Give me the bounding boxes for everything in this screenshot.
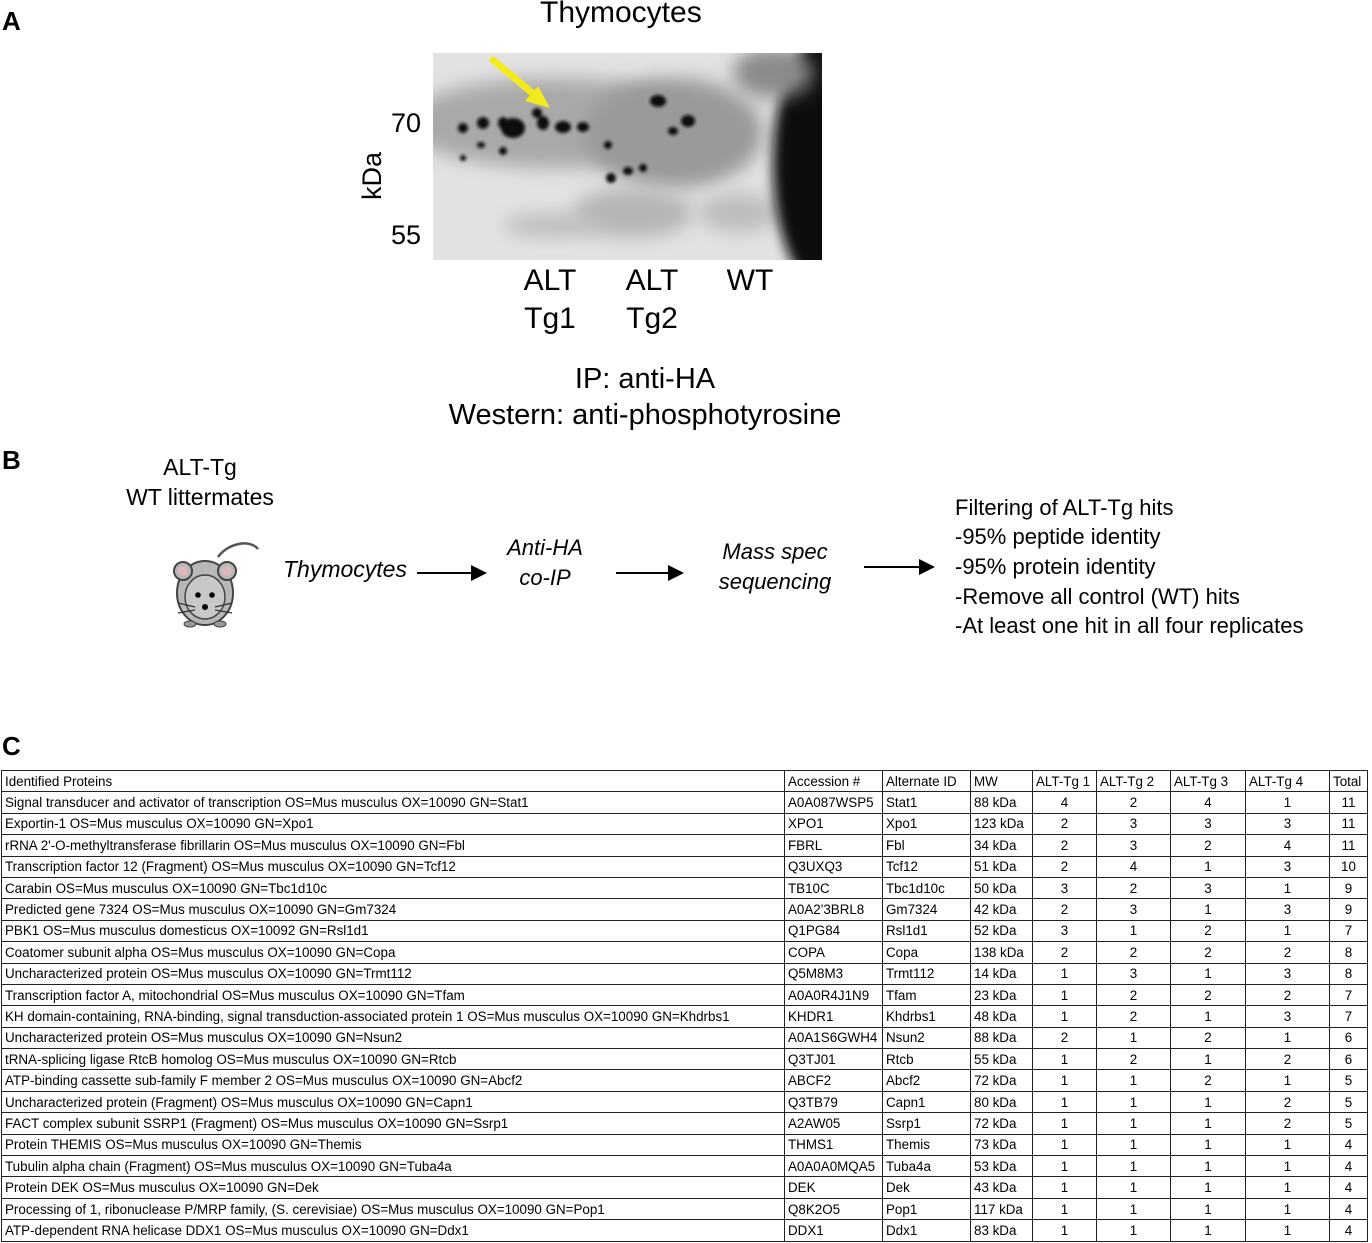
protein-name: FACT complex subunit SSRP1 (Fragment) OS=Mus musculus OX=10090 GN=Ssrp1 — [2, 1113, 785, 1134]
protein-name: ATP-dependent RNA helicase DDX1 OS=Mus musculus OX=10090 GN=Ddx1 — [2, 1220, 785, 1241]
protein-name: Coatomer subunit alpha OS=Mus musculus OX=10090 GN=Copa — [2, 942, 785, 963]
accession: Q3TJ01 — [785, 1049, 883, 1070]
alternate-id: Ssrp1 — [883, 1113, 971, 1134]
alt-tg2-count: 2 — [1097, 1006, 1171, 1027]
alt-tg3-count: 3 — [1171, 813, 1246, 834]
total-count: 4 — [1330, 1198, 1368, 1219]
total-count: 11 — [1330, 792, 1368, 813]
column-header: Accession # — [785, 771, 883, 792]
identified-proteins-table — [1, 770, 1368, 1242]
alternate-id: Khdrbs1 — [883, 1006, 971, 1027]
alt-tg3-count: 1 — [1171, 1134, 1246, 1155]
alt-tg4-count: 2 — [1246, 984, 1330, 1005]
total-count: 7 — [1330, 1006, 1368, 1027]
panel-b-letter: B — [2, 445, 21, 475]
alt-tg1-count: 1 — [1033, 1134, 1097, 1155]
column-header: MW — [971, 771, 1033, 792]
molecular-weight: 52 kDa — [971, 920, 1033, 941]
protein-name: Transcription factor A, mitochondrial OS=Mus musculus OX=10090 GN=Tfam — [2, 984, 785, 1005]
accession: TB10C — [785, 877, 883, 898]
molecular-weight: 117 kDa — [971, 1198, 1033, 1219]
alt-tg2-count: 1 — [1097, 1091, 1171, 1112]
total-count: 11 — [1330, 835, 1368, 856]
table-row — [2, 1070, 1368, 1091]
protein-name: rRNA 2'-O-methyltransferase fibrillarin OS=Mus musculus OX=10090 GN=Fbl — [2, 835, 785, 856]
alt-tg1-count: 1 — [1033, 984, 1097, 1005]
alt-tg2-count: 1 — [1097, 1027, 1171, 1048]
alternate-id: Nsun2 — [883, 1027, 971, 1048]
total-count: 4 — [1330, 1177, 1368, 1198]
lane-label-alt-tg2: ALT Tg2 — [625, 264, 679, 335]
alternate-id: Fbl — [883, 835, 971, 856]
alt-tg1-count: 2 — [1033, 856, 1097, 877]
alt-tg2-count: 3 — [1097, 813, 1171, 834]
alt-tg3-count: 2 — [1171, 942, 1246, 963]
table-row — [2, 984, 1368, 1005]
protein-name: Processing of 1, ribonuclease P/MRP family, (S. cerevisiae) OS=Mus musculus OX=10090 GN=Pop1 — [2, 1198, 785, 1219]
alt-tg4-count: 1 — [1246, 1220, 1330, 1241]
alt-tg1-count: 2 — [1033, 942, 1097, 963]
alternate-id: Stat1 — [883, 792, 971, 813]
step-thymocytes: Thymocytes — [283, 556, 407, 582]
table-row — [2, 1113, 1368, 1134]
molecular-weight: 80 kDa — [971, 1091, 1033, 1112]
filter-criterion: -At least one hit in all four replicates — [955, 613, 1304, 638]
alt-tg1-count: 3 — [1033, 877, 1097, 898]
mouse-icon — [150, 535, 260, 635]
table-row — [2, 1134, 1368, 1155]
alternate-id: Tfam — [883, 984, 971, 1005]
protein-name: ATP-binding cassette sub-family F member 2 OS=Mus musculus OX=10090 GN=Abcf2 — [2, 1070, 785, 1091]
alt-tg1-count: 2 — [1033, 835, 1097, 856]
alt-tg3-count: 1 — [1171, 1177, 1246, 1198]
protein-name: Carabin OS=Mus musculus OX=10090 GN=Tbc1d10c — [2, 877, 785, 898]
accession: A0A1S6GWH4 — [785, 1027, 883, 1048]
western-caption: Western: anti-phosphotyrosine — [448, 399, 842, 431]
alt-tg2-count: 3 — [1097, 835, 1171, 856]
table-row — [2, 813, 1368, 834]
protein-name: Uncharacterized protein OS=Mus musculus OX=10090 GN=Trmt112 — [2, 963, 785, 984]
alternate-id: Tbc1d10c — [883, 877, 971, 898]
total-count: 7 — [1330, 920, 1368, 941]
alt-tg1-count: 1 — [1033, 1049, 1097, 1070]
molecular-weight: 83 kDa — [971, 1220, 1033, 1241]
alt-tg3-count: 4 — [1171, 792, 1246, 813]
total-count: 5 — [1330, 1113, 1368, 1134]
total-count: 4 — [1330, 1220, 1368, 1241]
alt-tg4-count: 1 — [1246, 1198, 1330, 1219]
column-header: ALT-Tg 3 — [1171, 771, 1246, 792]
molecular-weight: 138 kDa — [971, 942, 1033, 963]
molecular-weight: 123 kDa — [971, 813, 1033, 834]
alt-tg1-count: 1 — [1033, 1156, 1097, 1177]
table-row — [2, 1177, 1368, 1198]
ip-caption: IP: anti-HA — [574, 363, 716, 395]
alt-tg2-count: 1 — [1097, 920, 1171, 941]
table-row — [2, 1220, 1368, 1241]
arrow-right-icon — [415, 560, 495, 586]
step-mass-spec: Mass spec sequencing — [718, 539, 832, 594]
alt-tg2-count: 1 — [1097, 1134, 1171, 1155]
protein-name: Uncharacterized protein OS=Mus musculus OX=10090 GN=Nsun2 — [2, 1027, 785, 1048]
alt-tg4-count: 1 — [1246, 1027, 1330, 1048]
alt-tg4-count: 3 — [1246, 813, 1330, 834]
table-row — [2, 1091, 1368, 1112]
alt-tg2-count: 2 — [1097, 1049, 1171, 1070]
alt-tg1-count: 3 — [1033, 920, 1097, 941]
panel-c-letter: C — [2, 731, 21, 761]
table-row — [2, 1006, 1368, 1027]
alt-tg2-count: 2 — [1097, 984, 1171, 1005]
alt-tg1-count: 2 — [1033, 1027, 1097, 1048]
total-count: 5 — [1330, 1070, 1368, 1091]
alt-tg4-count: 3 — [1246, 856, 1330, 877]
total-count: 8 — [1330, 942, 1368, 963]
total-count: 6 — [1330, 1049, 1368, 1070]
alternate-id: Abcf2 — [883, 1070, 971, 1091]
alt-tg1-count: 1 — [1033, 1198, 1097, 1219]
accession: THMS1 — [785, 1134, 883, 1155]
column-header: Alternate ID — [883, 771, 971, 792]
alt-tg4-count: 3 — [1246, 899, 1330, 920]
alt-tg1-count: 1 — [1033, 1091, 1097, 1112]
alt-tg1-count: 1 — [1033, 1177, 1097, 1198]
alt-tg3-count: 1 — [1171, 963, 1246, 984]
column-header: ALT-Tg 4 — [1246, 771, 1330, 792]
alt-tg4-count: 1 — [1246, 1156, 1330, 1177]
alt-tg3-count: 1 — [1171, 1156, 1246, 1177]
alt-tg4-count: 2 — [1246, 1091, 1330, 1112]
protein-name: Predicted gene 7324 OS=Mus musculus OX=10090 GN=Gm7324 — [2, 899, 785, 920]
alt-tg3-count: 1 — [1171, 1049, 1246, 1070]
table-row — [2, 1027, 1368, 1048]
alt-tg3-count: 2 — [1171, 1027, 1246, 1048]
alternate-id: Xpo1 — [883, 813, 971, 834]
molecular-weight: 72 kDa — [971, 1113, 1033, 1134]
filter-criterion: -Remove all control (WT) hits — [955, 584, 1240, 609]
alt-tg3-count: 3 — [1171, 877, 1246, 898]
alternate-id: Dek — [883, 1177, 971, 1198]
lane-label-alt-tg1: ALT Tg1 — [523, 264, 577, 335]
alt-tg3-count: 1 — [1171, 1198, 1246, 1219]
accession: XPO1 — [785, 813, 883, 834]
protein-name: Transcription factor 12 (Fragment) OS=Mus musculus OX=10090 GN=Tcf12 — [2, 856, 785, 877]
molecular-weight: 88 kDa — [971, 1027, 1033, 1048]
molecular-weight: 14 kDa — [971, 963, 1033, 984]
arrow-right-icon — [862, 554, 942, 580]
accession: DEK — [785, 1177, 883, 1198]
alt-tg4-count: 1 — [1246, 1177, 1330, 1198]
alt-tg3-count: 2 — [1171, 1070, 1246, 1091]
alt-tg1-count: 2 — [1033, 899, 1097, 920]
alternate-id: Rsl1d1 — [883, 920, 971, 941]
molecular-weight: 72 kDa — [971, 1070, 1033, 1091]
alt-tg1-count: 1 — [1033, 963, 1097, 984]
molecular-weight: 53 kDa — [971, 1156, 1033, 1177]
accession: A0A087WSP5 — [785, 792, 883, 813]
accession: ABCF2 — [785, 1070, 883, 1091]
groups-line-1: ALT-Tg — [163, 454, 237, 480]
total-count: 4 — [1330, 1156, 1368, 1177]
accession: DDX1 — [785, 1220, 883, 1241]
total-count: 7 — [1330, 984, 1368, 1005]
molecular-weight: 55 kDa — [971, 1049, 1033, 1070]
alt-tg2-count: 1 — [1097, 1177, 1171, 1198]
table-row — [2, 963, 1368, 984]
accession: A0A0A0MQA5 — [785, 1156, 883, 1177]
protein-name: Exportin-1 OS=Mus musculus OX=10090 GN=Xpo1 — [2, 813, 785, 834]
alt-tg4-count: 3 — [1246, 963, 1330, 984]
alternate-id: Themis — [883, 1134, 971, 1155]
protein-name: Protein THEMIS OS=Mus musculus OX=10090 GN=Themis — [2, 1134, 785, 1155]
alt-tg2-count: 1 — [1097, 1156, 1171, 1177]
total-count: 9 — [1330, 899, 1368, 920]
accession: KHDR1 — [785, 1006, 883, 1027]
alternate-id: Gm7324 — [883, 899, 971, 920]
alt-tg4-count: 2 — [1246, 1049, 1330, 1070]
alternate-id: Rtcb — [883, 1049, 971, 1070]
alternate-id: Tcf12 — [883, 856, 971, 877]
accession: COPA — [785, 942, 883, 963]
alt-tg2-count: 2 — [1097, 877, 1171, 898]
alt-tg4-count: 1 — [1246, 877, 1330, 898]
marker-55: 55 — [391, 220, 422, 250]
table-row — [2, 877, 1368, 898]
alt-tg4-count: 2 — [1246, 942, 1330, 963]
molecular-weight: 23 kDa — [971, 984, 1033, 1005]
protein-name: PBK1 OS=Mus musculus domesticus OX=10092 GN=Rsl1d1 — [2, 920, 785, 941]
alternate-id: Copa — [883, 942, 971, 963]
alt-tg2-count: 1 — [1097, 1220, 1171, 1241]
alt-tg1-count: 1 — [1033, 1070, 1097, 1091]
column-header: ALT-Tg 1 — [1033, 771, 1097, 792]
molecular-weight: 88 kDa — [971, 792, 1033, 813]
filter-criterion: -95% peptide identity — [955, 524, 1161, 549]
alt-tg4-count: 4 — [1246, 835, 1330, 856]
alt-tg4-count: 1 — [1246, 1134, 1330, 1155]
protein-name: Tubulin alpha chain (Fragment) OS=Mus musculus OX=10090 GN=Tuba4a — [2, 1156, 785, 1177]
accession: Q3UXQ3 — [785, 856, 883, 877]
protein-name: Signal transducer and activator of transcription OS=Mus musculus OX=10090 GN=Stat1 — [2, 792, 785, 813]
accession: Q1PG84 — [785, 920, 883, 941]
table-row — [2, 1049, 1368, 1070]
table-row — [2, 899, 1368, 920]
alternate-id: Trmt112 — [883, 963, 971, 984]
molecular-weight: 73 kDa — [971, 1134, 1033, 1155]
table-row — [2, 920, 1368, 941]
alt-tg3-count: 1 — [1171, 1006, 1246, 1027]
accession: A0A2'3BRL8 — [785, 899, 883, 920]
accession: Q3TB79 — [785, 1091, 883, 1112]
alt-tg4-count: 1 — [1246, 792, 1330, 813]
lane-label-wt: WT — [726, 264, 774, 297]
step-co-ip: Anti-HA co-IP — [507, 535, 583, 590]
alt-tg1-count: 2 — [1033, 813, 1097, 834]
total-count: 10 — [1330, 856, 1368, 877]
alt-tg3-count: 2 — [1171, 835, 1246, 856]
alt-tg3-count: 2 — [1171, 920, 1246, 941]
marker-70: 70 — [391, 108, 422, 138]
alt-tg4-count: 3 — [1246, 1006, 1330, 1027]
alt-tg3-count: 1 — [1171, 856, 1246, 877]
alternate-id: Tuba4a — [883, 1156, 971, 1177]
accession: A0A0R4J1N9 — [785, 984, 883, 1005]
alt-tg2-count: 2 — [1097, 942, 1171, 963]
table-row — [2, 1198, 1368, 1219]
molecular-weight: 34 kDa — [971, 835, 1033, 856]
total-count: 8 — [1330, 963, 1368, 984]
total-count: 9 — [1330, 877, 1368, 898]
table-row — [2, 792, 1368, 813]
protein-name: Protein DEK OS=Mus musculus OX=10090 GN=Dek — [2, 1177, 785, 1198]
molecular-weight: 42 kDa — [971, 899, 1033, 920]
panel-a-letter: A — [2, 6, 21, 36]
y-axis-label: kDa — [357, 152, 387, 201]
total-count: 6 — [1330, 1027, 1368, 1048]
accession: A2AW05 — [785, 1113, 883, 1134]
groups-line-2: WT littermates — [126, 484, 274, 510]
alt-tg2-count: 2 — [1097, 792, 1171, 813]
column-header: Identified Proteins — [2, 771, 785, 792]
alternate-id: Pop1 — [883, 1198, 971, 1219]
accession: Q8K2O5 — [785, 1198, 883, 1219]
accession: Q5M8M3 — [785, 963, 883, 984]
alt-tg2-count: 4 — [1097, 856, 1171, 877]
total-count: 11 — [1330, 813, 1368, 834]
blot-title: Thymocytes — [540, 0, 702, 29]
alt-tg2-count: 3 — [1097, 899, 1171, 920]
alt-tg4-count: 1 — [1246, 920, 1330, 941]
table-header-row — [2, 771, 1368, 792]
table-row — [2, 1156, 1368, 1177]
alt-tg4-count: 2 — [1246, 1113, 1330, 1134]
alt-tg3-count: 1 — [1171, 1220, 1246, 1241]
protein-name: Uncharacterized protein (Fragment) OS=Mus musculus OX=10090 GN=Capn1 — [2, 1091, 785, 1112]
column-header: ALT-Tg 2 — [1097, 771, 1171, 792]
alt-tg3-count: 1 — [1171, 1091, 1246, 1112]
western-blot-image — [433, 53, 822, 260]
alt-tg2-count: 1 — [1097, 1070, 1171, 1091]
alt-tg3-count: 1 — [1171, 1113, 1246, 1134]
alt-tg3-count: 1 — [1171, 899, 1246, 920]
arrow-right-icon — [614, 560, 694, 586]
table-row — [2, 856, 1368, 877]
molecular-weight: 51 kDa — [971, 856, 1033, 877]
table-row — [2, 835, 1368, 856]
molecular-weight: 48 kDa — [971, 1006, 1033, 1027]
column-header: Total — [1330, 771, 1368, 792]
accession: FBRL — [785, 835, 883, 856]
alt-tg2-count: 3 — [1097, 963, 1171, 984]
alt-tg2-count: 1 — [1097, 1113, 1171, 1134]
alt-tg1-count: 1 — [1033, 1113, 1097, 1134]
filter-title: Filtering of ALT-Tg hits — [955, 495, 1174, 520]
alt-tg1-count: 1 — [1033, 1006, 1097, 1027]
alt-tg4-count: 1 — [1246, 1070, 1330, 1091]
molecular-weight: 43 kDa — [971, 1177, 1033, 1198]
total-count: 5 — [1330, 1091, 1368, 1112]
molecular-weight: 50 kDa — [971, 877, 1033, 898]
alternate-id: Ddx1 — [883, 1220, 971, 1241]
alt-tg1-count: 4 — [1033, 792, 1097, 813]
protein-name: KH domain-containing, RNA-binding, signal transduction-associated protein 1 OS=Mus musculus OX=10090 GN=Khdrbs1 — [2, 1006, 785, 1027]
total-count: 4 — [1330, 1134, 1368, 1155]
alt-tg2-count: 1 — [1097, 1198, 1171, 1219]
filter-criterion: -95% protein identity — [955, 554, 1156, 579]
alt-tg1-count: 1 — [1033, 1220, 1097, 1241]
alt-tg3-count: 2 — [1171, 984, 1246, 1005]
protein-name: tRNA-splicing ligase RtcB homolog OS=Mus musculus OX=10090 GN=Rtcb — [2, 1049, 785, 1070]
alternate-id: Capn1 — [883, 1091, 971, 1112]
table-row — [2, 942, 1368, 963]
